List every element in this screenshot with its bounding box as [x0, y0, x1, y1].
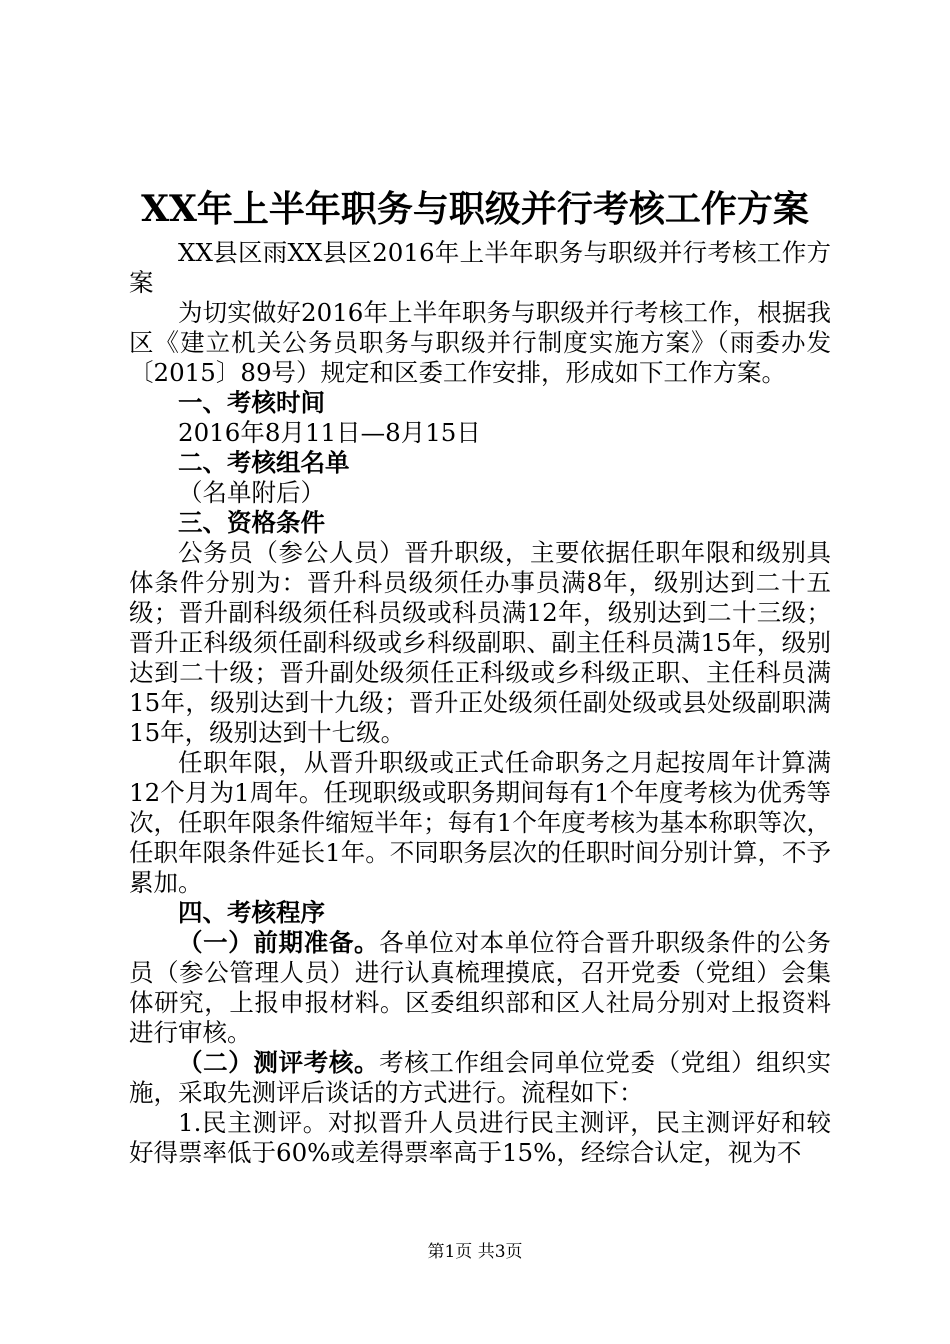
document-body — [129, 238, 831, 1168]
section-heading-time: 一、考核时间 — [178, 388, 325, 417]
procedure-item-1: 1.民主测评。对拟晋升人员进行民主测评，民主测评好和较好得票率低于60%或差得票率高于15%，经综合认定，视为不 — [129, 1108, 831, 1167]
section-heading-procedure: 四、考核程序 — [178, 898, 325, 927]
page-number: 第1页 共3页 — [427, 1242, 523, 1262]
section-heading-qualifications: 三、资格条件 — [178, 508, 325, 537]
qualifications-paragraph-1: 公务员（参公人员）晋升职级，主要依据任职年限和级别具体条件分别为：晋升科员级须任办事员满8年，级别达到二十五级；晋升副科级须任科员级或科员满12年，级别达到二十三级；晋升正科级须任副科级或乡科级副职、副主任科员满15年，级别达到二十级；晋升副处级须任正科级或乡科级正职、主任科员满15年，级别达到十九级；晋升正处级须任副处级或县处级副职满15年，级别达到十七级。 — [129, 538, 831, 747]
procedure-step-1 — [129, 928, 831, 1048]
intro-paragraph: XX县区雨XX县区2016年上半年职务与职级并行考核工作方案 — [129, 238, 831, 297]
section-text-team: （名单附后） — [178, 478, 325, 507]
step-2-label: （二）测评考核。 — [178, 1048, 380, 1077]
section-heading-team: 二、考核组名单 — [178, 448, 350, 477]
step-2-text: 考核工作组会同单位党委（党组）组织实施，采取先测评后谈话的方式进行。流程如下： — [129, 1048, 832, 1107]
document-title: XX年上半年职务与职级并行考核工作方案 — [141, 188, 809, 230]
qualifications-paragraph-2: 任职年限，从晋升职级或正式任命职务之月起按周年计算满12个月为1周年。任现职级或职务期间每有1个年度考核为优秀等次，任职年限条件缩短半年；每有1个年度考核为基本称职等次，任职年限条件延长1年。不同职务层次的任职时间分别计算，不予累加。 — [129, 748, 831, 897]
preface-paragraph: 为切实做好2016年上半年职务与职级并行考核工作，根据我区《建立机关公务员职务与职级并行制度实施方案》（雨委办发〔2015〕89号）规定和区委工作安排，形成如下工作方案。 — [129, 298, 831, 387]
step-1-label: （一）前期准备。 — [178, 928, 380, 957]
section-text-time: 2016年8月11日—8月15日 — [178, 418, 481, 447]
step-1-text: 各单位对本单位符合晋升职级条件的公务员（参公管理人员）进行认真梳理摸底，召开党委（党组）会集体研究，上报申报材料。区委组织部和区人社局分别对上报资料进行审核。 — [129, 928, 832, 1047]
procedure-step-2 — [129, 1048, 831, 1108]
